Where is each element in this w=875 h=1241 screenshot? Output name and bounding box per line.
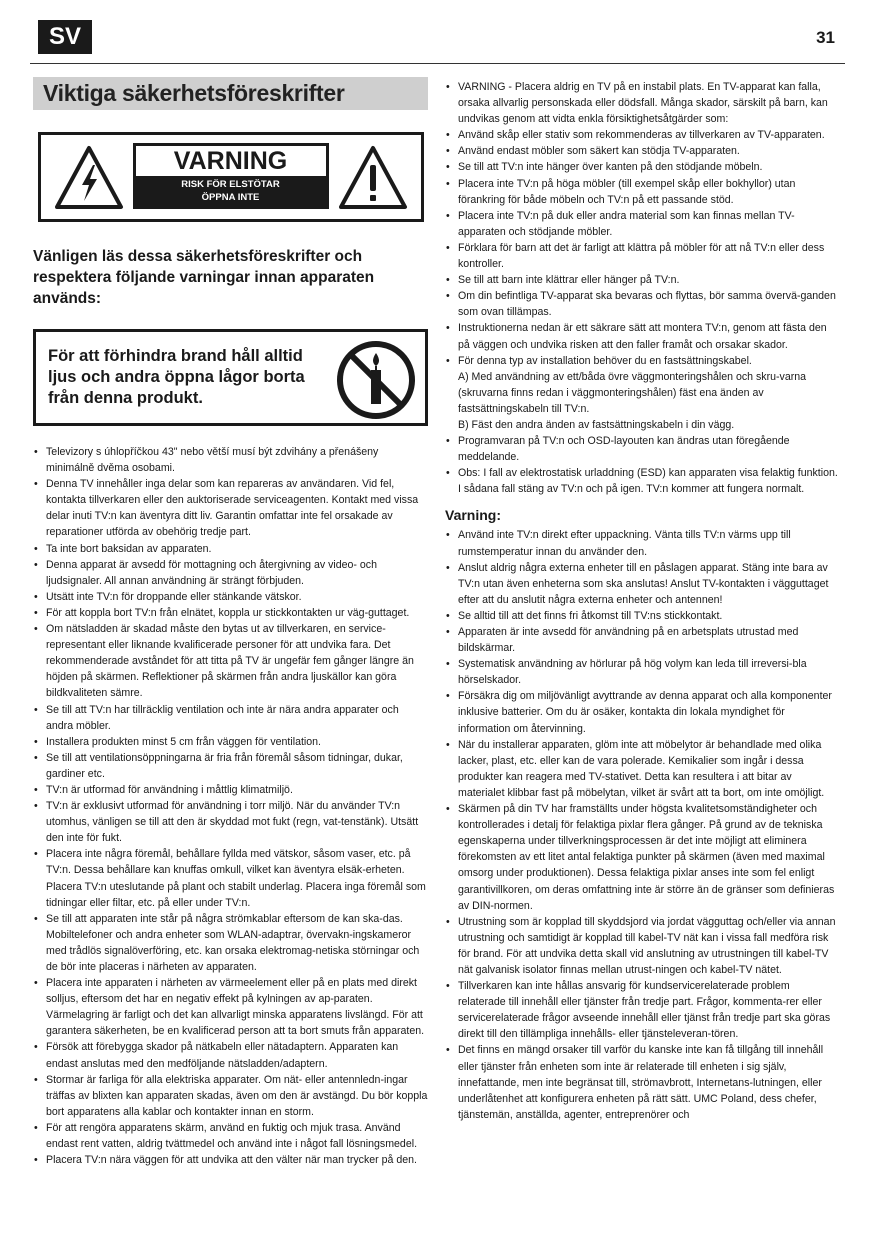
list-item: • Se till att barn inte klättrar eller hänger på TV:n.: [445, 272, 840, 288]
list-item: • Placera inte TV:n på duk eller andra material som kan finnas mellan TV-apparaten och stödjande möbler.: [445, 208, 840, 240]
list-item: • Se till att TV:n inte hänger över kanten på den stödjande möbeln.: [445, 159, 840, 175]
right-notes-list: [445, 433, 840, 497]
list-item: • TV:n är exklusivt utformad för användning i torr miljö. När du använder TV:n utomhus, vänligen se till att den är skyddad mot fukt (regn, vat-tenstänk). Utsätt den inte för fukt.: [33, 798, 428, 846]
list-item: • Använd skåp eller stativ som rekommenderas av tillverkaren av TV-apparaten.: [445, 127, 840, 143]
list-item: • Se till att apparaten inte står på några strömkablar eftersom de kan ska-das. Mobiltelefoner och andra enheter som WLAN-adaptrar, övervakn-ingskameror med trådlös signalöverföring, etc. kan orsaka elektromag-netiska störningar och de bör inte placeras i närheten av apparaten.: [33, 911, 428, 975]
list-item: • För att rengöra apparatens skärm, använd en fuktig och mjuk trasa. Använd endast rent vatten, aldrig tvättmedel och använd inte i något fall lösningsmedel.: [33, 1120, 428, 1152]
list-item: • VARNING - Placera aldrig en TV på en instabil plats. En TV-apparat kan falla, orsaka allvarlig personskada eller dödsfall. Många skador, särskilt på barn, kan undvikas genom att vidta enkla försiktighetsåtgärder som:: [445, 79, 840, 127]
list-item: • Tillverkaren kan inte hållas ansvarig för kundservicerelaterade problem relaterade till innehåll eller tjänster från tredje part. Frågor, kommenta-rer eller servicerelaterade frågor avseende innehåll eller tjänst från tredje part ska göras direkt till den tillämpliga innehålls- eller tjänsteleveran-tören.: [445, 978, 840, 1042]
warning-subtext: [136, 176, 326, 206]
list-item: • TV:n är utformad för användning i måttlig klimatmiljö.: [33, 782, 428, 798]
list-item: • Systematisk användning av hörlurar på hög volym kan leda till irreversi-bla hörselskador.: [445, 656, 840, 688]
language-tab: SV: [38, 20, 92, 54]
list-item: • Om nätsladden är skadad måste den bytas ut av tillverkaren, en service-representant eller liknande kvalificerade personer för att undvika fara. Det rekommenderade avståndet för att titta på TV är ungefär fem gånger längre än höjden på skärmen. Reflektioner på skärmen från andra ljuskällor kan göra bildkvaliteten sämre.: [33, 621, 428, 701]
list-item: • Se till att ventilationsöppningarna är fria från föremål såsom tidningar, dukar, gardiner etc.: [33, 750, 428, 782]
list-item: • Ta inte bort baksidan av apparaten.: [33, 541, 428, 557]
list-item: • Förklara för barn att det är farligt att klättra på möbler för att nå TV:n eller dess kontroller.: [445, 240, 840, 272]
list-item: • Placera inte apparaten i närheten av värmeelement eller på en plats med direkt solljus, eftersom det har en negativ effekt på kylningen av ap-paraten. Värmelagring är farligt och det kan allvarligt minska apparatens livslängd. För att garantera säkerheten, be en kvalificerad person att ta bort smuts från apparaten.: [33, 975, 428, 1039]
right-safety-list: [445, 79, 840, 353]
install-step-b: B) Fäst den andra änden av fastsättningskabeln i din vägg.: [458, 418, 735, 431]
header-rule: [30, 63, 845, 64]
list-item: • Utrustning som är kopplad till skyddsjord via jordat vägguttag och/eller via annan utrustning och samtidigt är kopplad till kabel-TV nät kan i vissa fall medföra risk för brand. För att undvika detta skall vid anslutning av utrustningen till kabel-TV nät galvanisk isolator finnas mellan utrust-ningen och kabel-TV nätet.: [445, 914, 840, 978]
install-line: • För denna typ av installation behöver du en fastsättningskabel.: [458, 354, 752, 367]
list-item: • Använd inte TV:n direkt efter uppackning. Vänta tills TV:n värms upp till rumstemperatur innan du använder den.: [445, 527, 840, 559]
list-item: • Placera inte TV:n på höga möbler (till exempel skåp eller bokhyllor) utan förankring för både möbeln och TV:n på ett passande stöd.: [445, 176, 840, 208]
warning-center-panel: [133, 143, 329, 209]
exclamation-warning-icon: [337, 143, 409, 211]
list-item: • Programvaran på TV:n och OSD-layouten kan ändras utan föregående meddelande.: [445, 433, 840, 465]
list-item: • Det finns en mängd orsaker till varför du kanske inte kan få tillgång till innehåll eller tjänster från enheten som inte är relaterade till enheten i sig själv, innefattande, men inte begränsat till, strömavbrott, Internetans-lutningen, eller underlåtenhet att konfigurera enheten på rätt sätt. UMC Poland, dess chefer, tjänstemän, anställda, agenter, entreprenörer och: [445, 1042, 840, 1122]
list-item: • Denna apparat är avsedd för mottagning och återgivning av video- och ljudsignaler. All annan användning är strängt förbjuden.: [33, 557, 428, 589]
page-number: 31: [816, 28, 835, 47]
list-item: • Försök att förebygga skador på nätkabeln eller nätadaptern. Apparaten kan endast anslutas med den medföljande nätsladden/adaptern.: [33, 1039, 428, 1071]
list-item: • Stormar är farliga för alla elektriska apparater. Om nät- eller antennledn-ingar träffas av blixten kan apparaten skadas, även om den är avstängd. Du bör koppla bort apparatens alla kablar och kontakter innan en storm.: [33, 1072, 428, 1120]
list-item: • Installera produkten minst 5 cm från väggen för ventilation.: [33, 734, 428, 750]
list-item: • När du installerar apparaten, glöm inte att möbelytor är behandlade med olika lacker, plast, etc. eller kan de vara polerade. Kemikalier som ingår i dessa produkter kan reagera med TV-stativet. Detta kan resultera i att bitar av materialet klibbar fast på möbelytan, vilket är svårt att ta bort, om inte omöjligt.: [445, 737, 840, 801]
title-band: [33, 77, 428, 110]
list-item: • Se alltid till att det finns fri åtkomst till TV:ns stickkontakt.: [445, 608, 840, 624]
warning-subtext-line2: ÖPPNA INTE: [201, 192, 260, 203]
list-item: • Se till att TV:n har tillräcklig ventilation och inte är nära andra apparater och andra möbler.: [33, 702, 428, 734]
list-item: • Använd endast möbler som säkert kan stödja TV-apparaten.: [445, 143, 840, 159]
install-step-a: A) Med användning av ett/båda övre väggmonteringshålen och skru-varna (skruvarna finns redan i väggmonteringshålen) fäst ena änden av fastsättningskabeln till TV:n.: [458, 370, 807, 415]
left-column: [33, 77, 428, 1168]
list-item: • Televizory s úhlopříčkou 43" nebo větší musí být zdvihány a přenášeny minimálně dvěma osobami.: [33, 444, 428, 476]
varning-list: [445, 527, 840, 1122]
list-item: • Om din befintliga TV-apparat ska bevaras och flyttas, bör samma övervä-ganden som ovan tillämpas.: [445, 288, 840, 320]
list-item: • Försäkra dig om miljövänligt avyttrande av denna apparat och alla komponenter inklusive batterier. Om du är osäker, kontakta din lokala myndighet för information om återvinning.: [445, 688, 840, 736]
list-item: • Anslut aldrig några externa enheter till en påslagen apparat. Stäng inte bara av TV:n utan även enheterna som ska anslutas! Anslut TV-kontakten i vägguttaget efter att du anslutit några externa enheter och antennen!: [445, 560, 840, 608]
fire-notice-box: [33, 329, 428, 426]
list-item: • För att koppla bort TV:n från elnätet, koppla ur stickkontakten ur väg-guttaget.: [33, 605, 428, 621]
list-item: • Placera TV:n nära väggen för att undvika att den välter när man trycker på den.: [33, 1152, 428, 1168]
page-title: Viktiga säkerhetsföreskrifter: [43, 80, 345, 106]
list-item: [445, 353, 840, 433]
varning-heading: Varning:: [445, 507, 502, 524]
right-column: [445, 79, 840, 1123]
list-item: • Utsätt inte TV:n för droppande eller stänkande vätskor.: [33, 589, 428, 605]
list-item: • Denna TV innehåller inga delar som kan repareras av användaren. Vid fel, kontakta tillverkaren eller den auktoriserade serviceagenten. Kontakt med vissa delar inuti TV:n kan äventyra ditt liv. Garantin omfattar inte fel orsakade av reparationer utförda av obehörig tredje part.: [33, 476, 428, 540]
list-item: • Skärmen på din TV har framställts under högsta kvalitetsomständigheter och kontrollerades i detalj för felaktiga pixlar flera gånger. På grund av de tekniska egenskaperna under tillverkningsprocessen är det inte möjligt att eliminera förekomsten av ett litet antal felaktiga punkter på skärmen (även med maximal omsorg under produktionen). Dessa felaktiga pixlar anses inte som fel enligt garantivillkoren, om deras omfattning inte är större än de gränser som definieras av DIN-normen.: [445, 801, 840, 914]
warning-subtext-line1: RISK FÖR ELSTÖTAR: [181, 179, 280, 190]
warning-label: [38, 132, 424, 222]
list-item: • Apparaten är inte avsedd för användning på en arbetsplats utrustad med bildskärmar.: [445, 624, 840, 656]
list-item: • Obs: I fall av elektrostatisk urladdning (ESD) kan apparaten visa felaktig funktion. I sådana fall stäng av TV:n och på igen. TV:n kommer att fungera normalt.: [445, 465, 840, 497]
left-safety-list: [33, 444, 428, 1168]
fire-notice-text: För att förhindra brand håll alltid ljus och andra öppna lågor borta från denna produkt.: [48, 347, 305, 407]
electric-shock-warning-icon: [53, 143, 125, 211]
warning-word: VARNING: [173, 147, 288, 175]
install-list: [445, 353, 840, 433]
list-item: • Placera inte några föremål, behållare fyllda med vätskor, såsom vaser, etc. på TV:n. Dessa behållare kan knuffas omkull, vilket kan äventyra elsäk-erheten. Placera TV:n uteslutande på plant och stabilt underlag. Placera inga föremål som tidningar eller filtar, etc. på eller under TV:n.: [33, 846, 428, 910]
no-open-flame-icon: [335, 339, 417, 421]
intro-text: Vänligen läs dessa säkerhetsföreskrifter och respektera följande varningar innan apparaten används:: [33, 248, 375, 307]
list-item: • Instruktionerna nedan är ett säkrare sätt att montera TV:n, genom att fästa den på väggen och undvika risken att den faller framåt och orsakar skador.: [445, 320, 840, 352]
